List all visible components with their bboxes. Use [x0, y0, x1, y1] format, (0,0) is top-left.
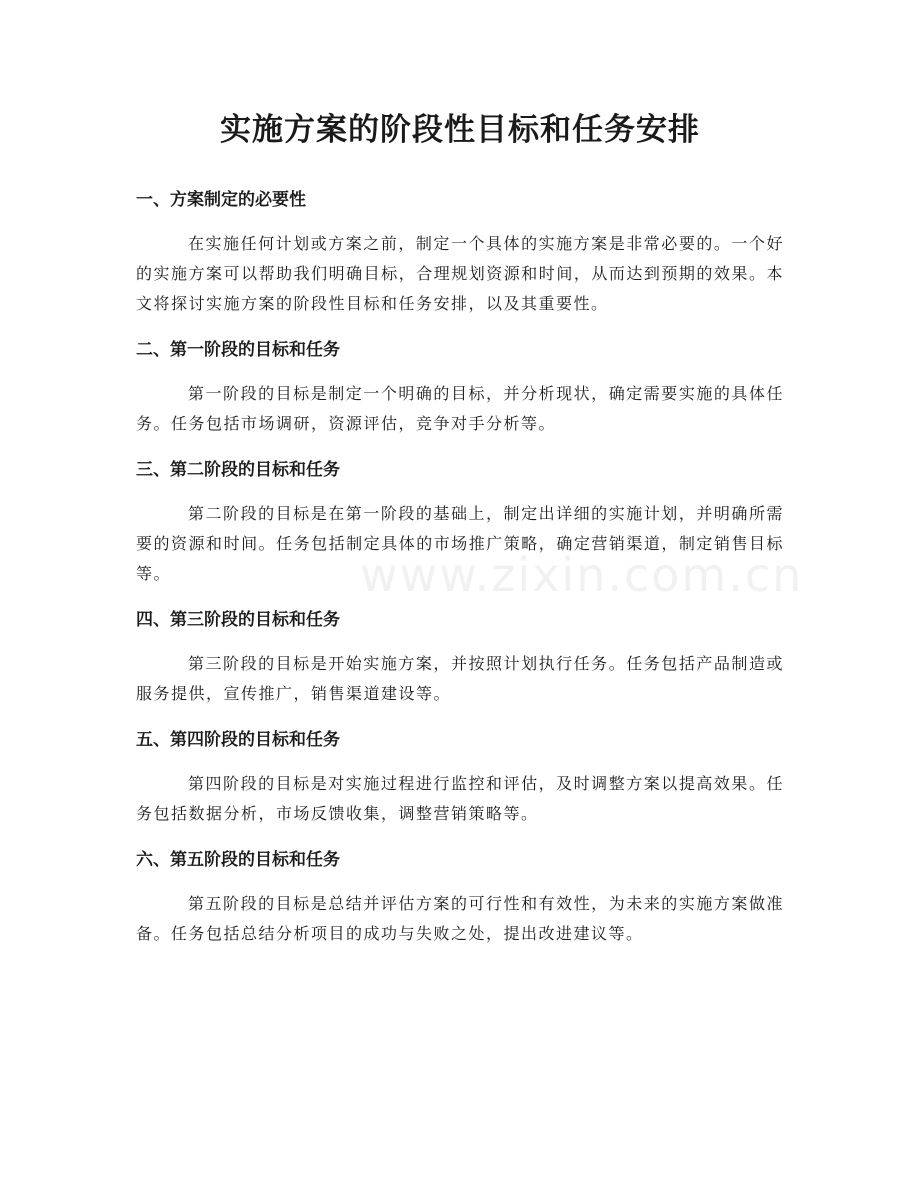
section-heading: 四、第三阶段的目标和任务	[136, 610, 340, 630]
section-paragraph: 第五阶段的目标是总结并评估方案的可行性和有效性，为未来的实施方案做准备。任务包括总结分析项目的成功与失败之处，提出改进建议等。	[136, 894, 784, 943]
document-title: 实施方案的阶段性目标和任务安排	[220, 112, 700, 148]
section-6	[136, 845, 784, 949]
section-heading: 三、第二阶段的目标和任务	[136, 460, 340, 480]
section-heading: 一、方案制定的必要性	[136, 190, 306, 210]
section-1	[136, 185, 784, 319]
section-5	[136, 725, 784, 829]
section-2	[136, 335, 784, 439]
section-4	[136, 605, 784, 709]
section-heading: 六、第五阶段的目标和任务	[136, 850, 340, 870]
section-paragraph: 第四阶段的目标是对实施过程进行监控和评估，及时调整方案以提高效果。任务包括数据分析，市场反馈收集，调整营销策略等。	[136, 774, 784, 823]
section-paragraph: 在实施任何计划或方案之前，制定一个具体的实施方案是非常必要的。一个好的实施方案可以帮助我们明确目标，合理规划资源和时间，从而达到预期的效果。本文将探讨实施方案的阶段性目标和任务安排，以及其重要性。	[136, 234, 784, 313]
section-paragraph: 第三阶段的目标是开始实施方案，并按照计划执行任务。任务包括产品制造或服务提供，宣传推广，销售渠道建设等。	[136, 654, 784, 703]
watermark: www.zixin.com.cn	[360, 548, 804, 602]
section-paragraph: 第二阶段的目标是在第一阶段的基础上，制定出详细的实施计划，并明确所需要的资源和时间。任务包括制定具体的市场推广策略，确定营销渠道，制定销售目标等。	[136, 504, 784, 583]
section-heading: 二、第一阶段的目标和任务	[136, 340, 340, 360]
section-paragraph: 第一阶段的目标是制定一个明确的目标，并分析现状，确定需要实施的具体任务。任务包括市场调研，资源评估，竞争对手分析等。	[136, 384, 784, 433]
document-content	[136, 185, 784, 965]
section-heading: 五、第四阶段的目标和任务	[136, 730, 340, 750]
section-3	[136, 455, 784, 589]
